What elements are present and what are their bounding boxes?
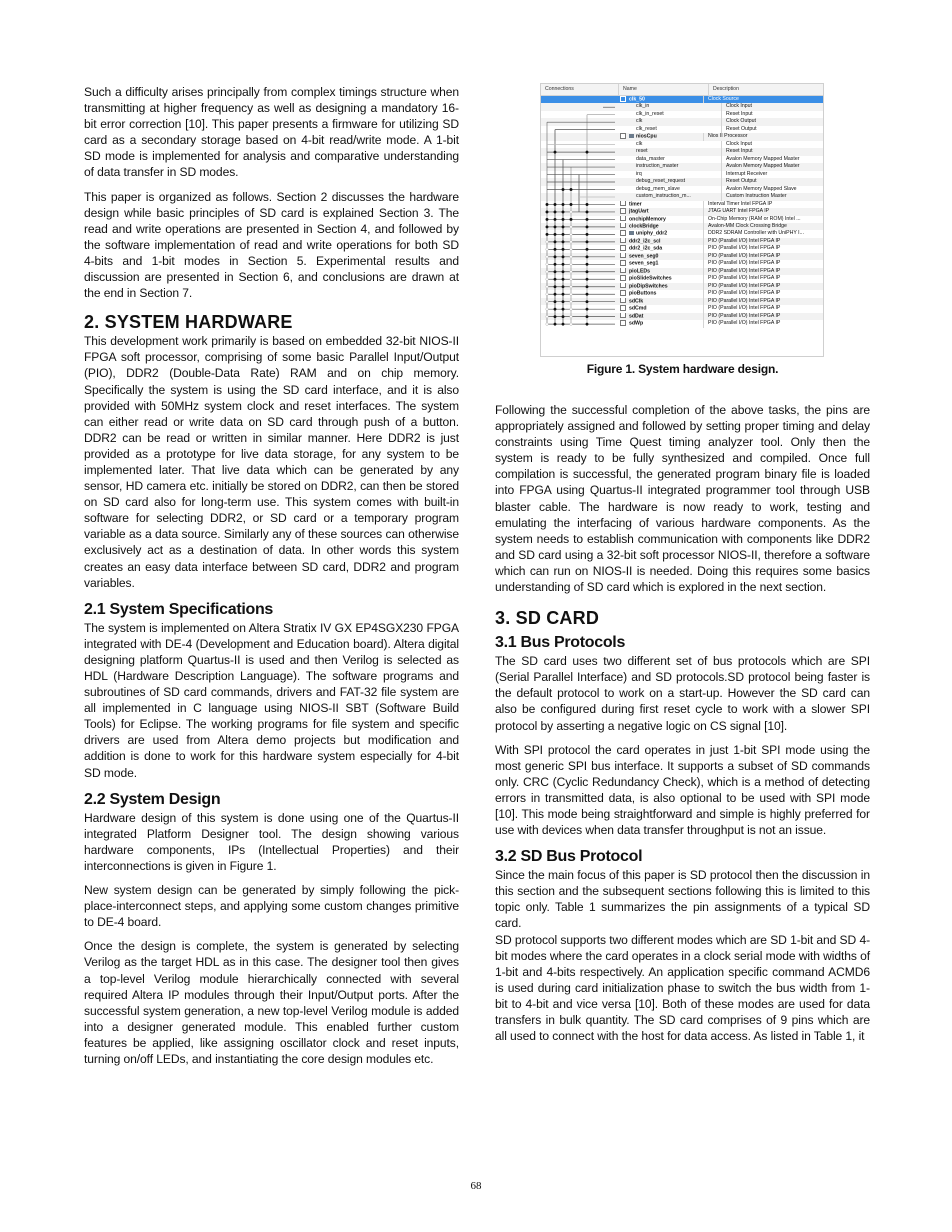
expand-toggle-icon xyxy=(620,275,626,281)
row-name-text: debug_mem_slave xyxy=(636,185,680,192)
connection-dot xyxy=(554,315,557,318)
connection-dot xyxy=(554,248,557,251)
expand-toggle-icon xyxy=(620,283,626,289)
connection-dot xyxy=(546,211,549,214)
row-name-text: onchipMemory xyxy=(629,215,666,222)
connection-dot xyxy=(586,293,589,296)
intro-paragraph-1: Such a difficulty arises principally from complex timings structure when transmitting at higher frequency as well as designing a mandatory 16-bit error correction [10]. This paper presents a firmware for utilizing SD card as a secondary storage based on 4-bit read/write mode. A 1-bit SD mode is implemented for analysis and comparative understanding of data transfer in SD modes. xyxy=(84,85,459,180)
row-name-cell xyxy=(618,223,703,230)
connection-dot xyxy=(570,300,573,303)
connection-dot xyxy=(554,256,557,259)
section-3-2-paragraph-1: Since the main focus of this paper is SD protocol then the discussion in this section and the subsequent sections following this is limited to this topic only. Table 1 summarizes the pin assignments of a typical SD card. xyxy=(495,868,870,931)
row-description-cell: JTAG UART Intel FPGA IP xyxy=(703,208,823,215)
connection-dot xyxy=(554,300,557,303)
row-name-cell xyxy=(618,208,703,215)
row-name-cell xyxy=(618,320,703,327)
row-name-cell xyxy=(618,305,703,312)
row-name-cell xyxy=(618,268,703,275)
row-name-cell xyxy=(618,253,703,260)
row-name-cell xyxy=(618,230,703,237)
row-name-cell xyxy=(618,201,703,208)
connection-dot xyxy=(546,323,549,326)
connection-dot xyxy=(562,218,565,221)
row-description-cell: PIO (Parallel I/O) Intel FPGA IP xyxy=(703,298,823,305)
connection-dot xyxy=(586,226,589,229)
connection-dot xyxy=(586,241,589,244)
row-name-text: pioSlideSwitches xyxy=(629,275,672,282)
connection-dot xyxy=(554,308,557,311)
section-2-1-paragraph: The system is implemented on Altera Stratix IV GX EP4SGX230 FPGA integrated with DE-4 (Development and Education board). Altera digital designing platform Quartus-II is used and then Verilog is selected as HDL (Hardware Description Language). The software programs and subroutines of SD card commands, drivers and FAT-32 file system are all implemented in C language using NIOS-II SBT (Software Build Tools) for Eclipse. The working programs for file system and specific drivers are used from Altera demo projects but modification and addition is done to work for this hardware system especially for 4-bit SD mode. xyxy=(84,620,459,780)
figure-1-caption: Figure 1. System hardware design. xyxy=(586,362,779,376)
expand-toggle-icon xyxy=(620,260,626,266)
connection-dot xyxy=(586,256,589,259)
connection-dot xyxy=(546,278,549,281)
row-description-cell: Reset Output xyxy=(721,178,823,185)
section-2-2-paragraph-3: Once the design is complete, the system is generated by selecting Verilog as the target HDL as in this case. The designer tool then gives a top-level Verilog module hierarchically connected with several required Altera IP modules through their Input/Output ports. After the successful system generation, a new top-level Verilog module is added into a designer generated module. This enabled further custom features be applied, like assigning oscillator clock and reset inputs, turning on/off LEDs, and instantiating the core design modules etc. xyxy=(84,939,459,1066)
row-name-text: reset xyxy=(636,148,648,155)
row-name-cell xyxy=(618,186,721,193)
connection-dot xyxy=(562,233,565,236)
row-description-cell: Interval Timer Intel FPGA IP xyxy=(703,201,823,208)
row-name-text: sdClk xyxy=(629,298,644,305)
section-3-2-heading: 3.2 SD Bus Protocol xyxy=(495,848,643,866)
connection-dot xyxy=(554,285,557,288)
row-name-cell xyxy=(618,148,721,155)
connection-dot xyxy=(570,285,573,288)
section-3-heading: 3. SD CARD xyxy=(495,608,600,629)
row-name-text: pioLEDs xyxy=(629,268,651,275)
page-number: 68 xyxy=(470,1180,482,1192)
row-name-text: ddr2_i2c_scl xyxy=(629,238,661,245)
connection-dot xyxy=(570,308,573,311)
connection-dot xyxy=(554,218,557,221)
header-description: Description xyxy=(713,86,739,92)
connection-dot xyxy=(546,293,549,296)
row-name-text: clk_reset xyxy=(636,125,657,132)
connection-dot xyxy=(562,285,565,288)
expand-toggle-icon xyxy=(620,290,626,296)
connection-dot xyxy=(570,233,573,236)
row-name-cell xyxy=(618,96,703,103)
row-name-text: clk xyxy=(636,118,643,125)
section-2-2-heading: 2.2 System Design xyxy=(84,790,221,808)
connection-dot xyxy=(562,226,565,229)
connection-dot xyxy=(562,300,565,303)
row-name-text: sdCmd xyxy=(629,305,647,312)
row-name-cell xyxy=(618,163,721,170)
connection-dot xyxy=(554,233,557,236)
row-name-cell xyxy=(618,313,703,320)
connection-dot xyxy=(546,203,549,206)
row-description-cell: Interrupt Receiver xyxy=(721,171,823,178)
row-description-cell: PIO (Parallel I/O) Intel FPGA IP xyxy=(703,283,823,290)
connection-dot xyxy=(554,241,557,244)
expand-toggle-icon xyxy=(620,216,626,222)
row-name-cell xyxy=(618,156,721,163)
component-chip-icon xyxy=(629,231,634,235)
connection-dot xyxy=(586,308,589,311)
connection-dot xyxy=(586,300,589,303)
row-description-cell: PIO (Parallel I/O) Intel FPGA IP xyxy=(703,268,823,275)
connection-dot xyxy=(546,233,549,236)
expand-toggle-icon xyxy=(620,320,626,326)
connection-dot xyxy=(554,323,557,326)
row-name-cell xyxy=(618,238,703,245)
row-name-text: clk_50 xyxy=(629,96,645,103)
row-name-text: uniphy_ddr2 xyxy=(636,230,668,237)
connection-dot xyxy=(586,203,589,206)
connection-dot xyxy=(570,211,573,214)
row-name-text: seven_seg0 xyxy=(629,253,659,260)
row-name-text: timer xyxy=(629,200,642,207)
row-description-cell: PIO (Parallel I/O) Intel FPGA IP xyxy=(703,320,823,327)
connection-dot xyxy=(586,323,589,326)
connection-dot xyxy=(562,293,565,296)
connection-dot xyxy=(562,203,565,206)
connection-dot xyxy=(554,203,557,206)
connection-dot xyxy=(546,285,549,288)
expand-toggle-icon xyxy=(620,96,626,102)
connection-dot xyxy=(586,278,589,281)
connection-dot xyxy=(570,323,573,326)
row-description-cell: Clock Source xyxy=(703,96,823,103)
row-name-text: instruction_master xyxy=(636,163,679,170)
connection-dot xyxy=(554,293,557,296)
expand-toggle-icon xyxy=(620,201,626,207)
left-column xyxy=(84,84,459,1067)
connection-dot xyxy=(586,151,589,154)
row-name-cell xyxy=(618,275,703,282)
row-name-cell xyxy=(618,126,721,133)
expand-toggle-icon xyxy=(620,253,626,259)
row-description-cell: Reset Input xyxy=(721,148,823,155)
row-name-text: niosCpu xyxy=(636,133,657,140)
row-name-cell xyxy=(618,290,703,297)
section-2-2-paragraph-1: Hardware design of this system is done using one of the Quartus-II integrated Platform Designer tool. The design showing various hardware components, IPs (Intellectual Properties) and their interconnections is given in Figure 1. xyxy=(84,810,459,873)
connection-dot xyxy=(562,270,565,273)
connection-dot xyxy=(586,270,589,273)
connection-dot xyxy=(586,248,589,251)
row-name-text: irq xyxy=(636,170,642,177)
section-3-1-heading: 3.1 Bus Protocols xyxy=(495,634,626,652)
row-name-cell xyxy=(618,118,721,125)
connections-graph xyxy=(541,96,618,336)
connection-dot xyxy=(546,248,549,251)
row-name-cell xyxy=(618,298,703,305)
row-description-cell: Avalon Memory Mapped Master xyxy=(721,156,823,163)
expand-toggle-icon xyxy=(620,238,626,244)
header-name: Name xyxy=(619,84,709,95)
row-name-cell xyxy=(618,193,721,200)
row-name-cell xyxy=(618,245,703,252)
connection-dot xyxy=(562,323,565,326)
row-name-cell xyxy=(618,216,703,223)
row-name-text: seven_seg1 xyxy=(629,260,659,267)
row-description-cell: Custom Instruction Master xyxy=(721,193,823,200)
row-name-cell xyxy=(618,141,721,148)
connection-dot xyxy=(562,248,565,251)
row-description-cell: PIO (Parallel I/O) Intel FPGA IP xyxy=(703,238,823,245)
row-description-cell: PIO (Parallel I/O) Intel FPGA IP xyxy=(703,305,823,312)
connection-dot xyxy=(570,315,573,318)
figure-1-platform-designer xyxy=(540,83,824,357)
figure-table-header xyxy=(541,84,823,96)
row-description-cell: Avalon Memory Mapped Master xyxy=(721,163,823,170)
row-description-cell: PIO (Parallel I/O) Intel FPGA IP xyxy=(703,253,823,260)
expand-toggle-icon xyxy=(620,208,626,214)
connection-dot xyxy=(546,263,549,266)
connection-dot xyxy=(546,218,549,221)
row-name-cell xyxy=(618,260,703,267)
row-name-text: clk_in_reset xyxy=(636,110,664,117)
row-name-text: clockBridge xyxy=(629,223,659,230)
expand-toggle-icon xyxy=(620,133,626,139)
section-2-paragraph: This development work primarily is based on embedded 32-bit NIOS-II FPGA soft processor, comprising of some basic Parallel Input/Output (PIO), DDR2 (Double-Data Rate) RAM and on chip memory. Specifically the system is using the SD card interface, and it is also provided with 50MHz system clock and reset interfaces. The system can either read or write data on SD card through push of a button. DDR2 can be read or written in similar manner. Here DDR2 is just provided as a prototype for live data storage, for any system to be implemented later. That live data which can be generated by any sensor, HD camera etc. initially be stored on DDR2, can then be stored on SD card also for long-term use. This system comes with built-in software for selecting DDR2, or SD card or a temporary program variable as a data source. Similarly any of these sources can otherwise exclusively act as a destination of data. In other words this system creates an easy data interface between SD card, DDR2 and program variables. xyxy=(84,334,459,590)
row-name-cell xyxy=(618,133,703,140)
figure-table-body xyxy=(541,96,823,328)
connection-dot xyxy=(546,308,549,311)
header-connections: Connections xyxy=(541,84,619,95)
connection-dot xyxy=(562,315,565,318)
section-3-2-paragraph-2: SD protocol supports two different modes which are SD 1-bit and SD 4-bit modes where the card operates in a clock serial mode with widths of 1-bit and 4-bits respectively. An application specific command ACMD6 is used during card initialization phase to switch the bus width from 1-bit to 4-bit and vice versa [10]. Both of these modes are used for data transfers in bulk quantity. The SD card comprises of 9 pins which are all used to connect with the host for data access. As listed in Table 1, it xyxy=(495,932,870,1044)
connection-dot xyxy=(570,256,573,259)
row-description-cell: Avalon-MM Clock Crossing Bridge xyxy=(703,223,823,230)
row-description-cell: Nios II Processor xyxy=(703,133,823,140)
row-description-cell: PIO (Parallel I/O) Intel FPGA IP xyxy=(703,313,823,320)
row-name-text: pioDipSwitches xyxy=(629,283,668,290)
expand-toggle-icon xyxy=(620,223,626,229)
connection-dot xyxy=(562,263,565,266)
row-description-cell: PIO (Parallel I/O) Intel FPGA IP xyxy=(703,290,823,297)
row-name-text: data_master xyxy=(636,155,665,162)
intro-paragraph-2: This paper is organized as follows. Section 2 discusses the hardware design while basic principles of SD card is explained Section 3. The read and write operations are presented in Section 4, and followed by the software implementation of read and write operations for both SD 4-bits and 1-bit modes in Section 5. Experimental results and discussion are presented in Section 6, and conclusions are drawn at the end in Section 7. xyxy=(84,189,459,301)
row-name-text: jtagUart xyxy=(629,208,649,215)
section-2-heading: 2. SYSTEM HARDWARE xyxy=(84,312,293,333)
connection-dot xyxy=(554,211,557,214)
connection-dot xyxy=(570,188,573,191)
connection-dot xyxy=(546,315,549,318)
connection-dot xyxy=(586,315,589,318)
connection-dot xyxy=(586,263,589,266)
row-name-cell xyxy=(618,103,721,110)
row-description-cell: Clock Input xyxy=(721,141,823,148)
section-3-1-paragraph-1: The SD card uses two different set of bus protocols which are SPI (Serial Parallel Interface) and SD protocols.SD protocol being faster is the default protocol to work on a start-up. However the SD card can also be configured during first reset cycle to work with a slower SPI protocol by asserting a negative logic on CS signal [10]. xyxy=(495,654,870,733)
row-name-text: pioButtons xyxy=(629,290,657,297)
row-description-cell: Clock Input xyxy=(721,103,823,110)
connection-dot xyxy=(562,278,565,281)
connection-dot xyxy=(570,218,573,221)
expand-toggle-icon xyxy=(620,313,626,319)
row-name-text: ddr2_i2c_sda xyxy=(629,245,663,252)
row-description-cell: DDR2 SDRAM Controller with UniPHY I... xyxy=(703,230,823,237)
connection-dot xyxy=(546,256,549,259)
connection-dot xyxy=(570,263,573,266)
connection-dot xyxy=(570,293,573,296)
connection-dot xyxy=(562,241,565,244)
row-name-cell xyxy=(618,111,721,118)
row-name-text: sdWp xyxy=(629,320,644,327)
connection-dot xyxy=(546,270,549,273)
row-description-cell: Avalon Memory Mapped Slave xyxy=(721,186,823,193)
expand-toggle-icon xyxy=(620,230,626,236)
expand-toggle-icon xyxy=(620,268,626,274)
row-description-cell: On-Chip Memory (RAM or ROM) Intel ... xyxy=(703,216,823,223)
connection-dot xyxy=(570,278,573,281)
expand-toggle-icon xyxy=(620,298,626,304)
row-name-text: custom_instruction_m... xyxy=(636,193,691,200)
row-description-cell: Reset Input xyxy=(721,111,823,118)
row-name-cell xyxy=(618,178,721,185)
connection-dot xyxy=(546,241,549,244)
connection-dot xyxy=(562,256,565,259)
component-chip-icon xyxy=(629,134,634,138)
connection-dot xyxy=(562,308,565,311)
row-name-cell xyxy=(618,171,721,178)
connection-dot xyxy=(570,226,573,229)
connection-dot xyxy=(562,211,565,214)
row-description-cell: PIO (Parallel I/O) Intel FPGA IP xyxy=(703,260,823,267)
connection-dot xyxy=(586,218,589,221)
row-description-cell: Reset Output xyxy=(721,126,823,133)
section-2-2-paragraph-2: New system design can be generated by simply following the pick-place-interconnect steps, and applying some custom changes primitive to DE-4 board. xyxy=(84,883,459,930)
connection-dot xyxy=(570,203,573,206)
connection-dot xyxy=(586,211,589,214)
row-description-cell: Clock Output xyxy=(721,118,823,125)
connection-dot xyxy=(546,300,549,303)
expand-toggle-icon xyxy=(620,245,626,251)
connection-dot xyxy=(570,241,573,244)
row-name-cell xyxy=(618,283,703,290)
row-name-text: clk xyxy=(636,140,643,147)
connection-dot xyxy=(554,263,557,266)
row-name-text: sdDat xyxy=(629,312,644,319)
connection-dot xyxy=(562,188,565,191)
following-paragraph: Following the successful completion of the above tasks, the pins are appropriately assigned and followed by setting proper timing and delay constraints using Time Quest timing analyzer tool. Only then the system is ready to be fully synthesized and compiled. Once full compilation is successful, the generated program binary file is loaded into FPGA using Quartus-II integrated programmer tool through USB blaster cable. The hardware is now ready to work, testing and emulating the interfacing of various hardware components. As the system needs to establish communication with components like DDR2 and SD card using a 32-bit soft processor NIOS-II, therefore a software which can run on NIOS-II is needed. Doing this requires some basics understanding of SD card which is explored in the next section. xyxy=(495,403,870,595)
section-2-1-heading: 2.1 System Specifications xyxy=(84,600,274,618)
connection-dot xyxy=(554,278,557,281)
section-3-1-paragraph-2: With SPI protocol the card operates in just 1-bit SPI mode using the most generic SPI bus interface. It supports a subset of SD commands only. CRC (Cyclic Redundancy Check), which is a method of detecting errors in transmitted data, is also optional to be used with SPI mode [10]. This mode being straightforward and simple is highly preferred for use with devices when data transfer throughput is not an issue. xyxy=(495,742,870,838)
row-name-text: debug_reset_request xyxy=(636,178,686,185)
connection-dot xyxy=(554,226,557,229)
connection-dot xyxy=(570,248,573,251)
connection-dot xyxy=(586,285,589,288)
connection-dot xyxy=(586,233,589,236)
connection-dot xyxy=(546,226,549,229)
connection-dot xyxy=(570,270,573,273)
expand-toggle-icon xyxy=(620,305,626,311)
connection-dot xyxy=(554,270,557,273)
row-name-text: clk_in xyxy=(636,103,650,110)
right-column xyxy=(495,362,870,1044)
connection-dot xyxy=(554,151,557,154)
row-description-cell: PIO (Parallel I/O) Intel FPGA IP xyxy=(703,275,823,282)
row-description-cell: PIO (Parallel I/O) Intel FPGA IP xyxy=(703,245,823,252)
